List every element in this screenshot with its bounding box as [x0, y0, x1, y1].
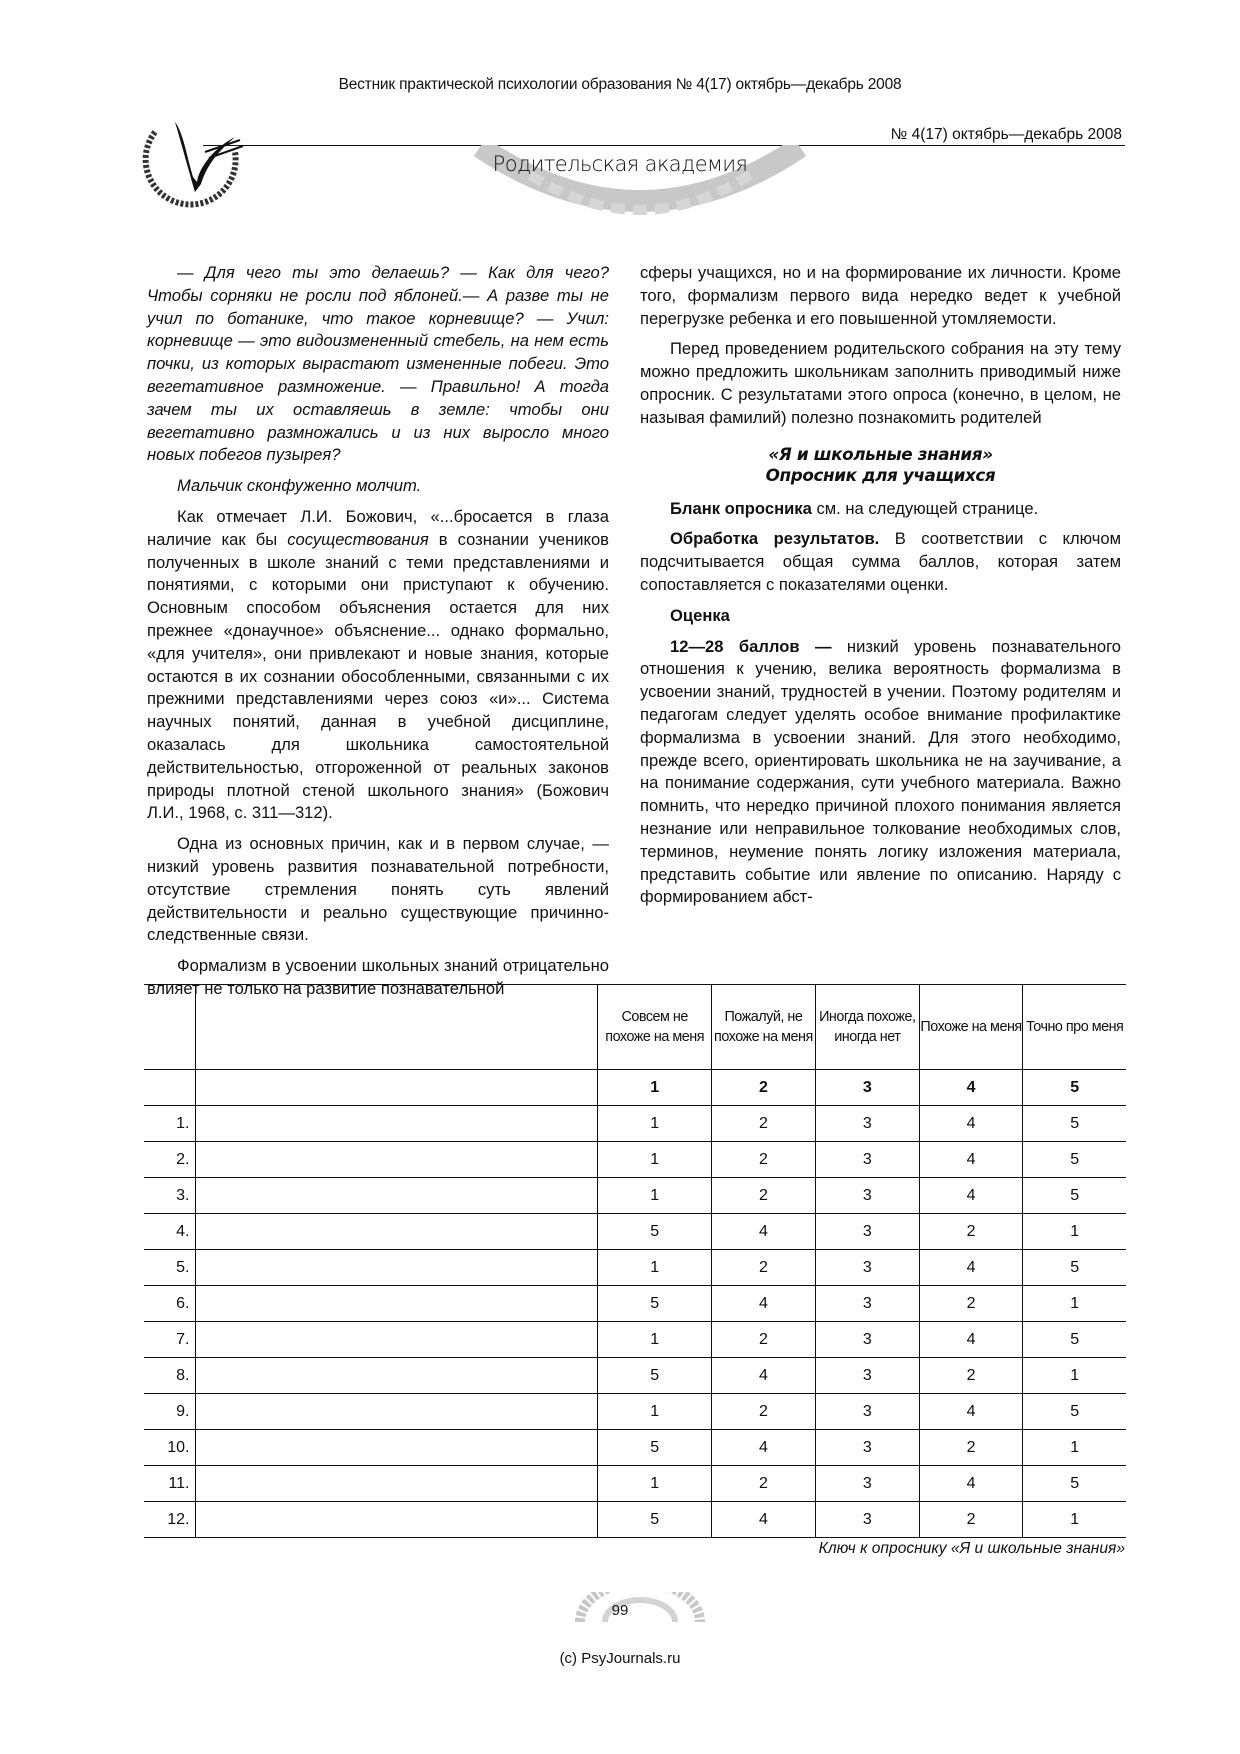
statement-cell: [196, 1394, 598, 1430]
score-cell: 5: [1023, 1250, 1126, 1286]
table-header-row: [144, 985, 1126, 1070]
score-cell: 1: [1023, 1430, 1126, 1466]
score-cell: 3: [815, 1178, 919, 1214]
column-header: Точно про меня: [1023, 985, 1126, 1070]
score-cell: 5: [1023, 1394, 1126, 1430]
questionnaire-subtitle: Опросник для учащихся: [765, 464, 996, 485]
score-cell: 3: [815, 1214, 919, 1250]
item-number: 1.: [144, 1106, 196, 1142]
questionnaire-title: «Я и школьные знания» Опросник для учащихся: [640, 444, 1121, 486]
score-cell: 4: [711, 1286, 815, 1322]
emphasis: сосуществования: [287, 529, 429, 549]
table-row: [144, 1142, 1126, 1178]
column-header: Пожалуй, не похоже на меня: [711, 985, 815, 1070]
score-cell: 2: [919, 1430, 1023, 1466]
paragraph: Перед проведением родительского собрания на эту тему можно предложить школьникам заполнить приводимый ниже опросник. С результатами этого опроса (конечно, в целом, не называя фамилий) полезно познакомить родителей: [640, 339, 1121, 427]
score-cell: 2: [711, 1106, 815, 1142]
score-cell: 4: [919, 1466, 1023, 1502]
score-cell: 5: [598, 1502, 712, 1538]
right-column: [640, 262, 1121, 917]
header-cell-empty: [196, 985, 598, 1070]
score-cell: 4: [711, 1430, 815, 1466]
dialogue-paragraph: — Для чего ты это делаешь? — Как для чего? Чтобы сорняки не росли под яблоней.— А разве ты не учил по ботанике, что такое корневище? — Учил: корневище — это видоизмененный стебель, на нем есть почки, из которых вырастают измененные побеги. Это вегетативное размножение. — Правильно! А тогда зачем ты их оставляешь в земле: чтобы они вегетативно размножались и из них выросло много новых побегов пузырея?: [147, 263, 609, 465]
item-number: 10.: [144, 1430, 196, 1466]
table-row: [144, 1214, 1126, 1250]
blank-paragraph: Бланк опросника см. на следующей странице.: [670, 498, 1039, 518]
statement-cell: [196, 1142, 598, 1178]
score-cell: 5: [1023, 1178, 1126, 1214]
score-cell: 3: [815, 1430, 919, 1466]
score-cell: 1: [1023, 1214, 1126, 1250]
column-header: Совсем не похоже на меня: [598, 985, 712, 1070]
statement-cell: [196, 1466, 598, 1502]
item-number: 8.: [144, 1358, 196, 1394]
score-cell: 2: [711, 1466, 815, 1502]
item-number: 2.: [144, 1142, 196, 1178]
score-cell: 5: [598, 1286, 712, 1322]
table-row: [144, 1286, 1126, 1322]
score-cell: 5: [1023, 1466, 1126, 1502]
scale-cell-empty: [196, 1070, 598, 1106]
item-number: 3.: [144, 1178, 196, 1214]
score-cell: 4: [919, 1178, 1023, 1214]
issue-label: № 4(17) октябрь—декабрь 2008: [890, 126, 1122, 143]
score-cell: 1: [598, 1322, 712, 1358]
score-cell: 1: [598, 1250, 712, 1286]
page-number: 99: [611, 1602, 629, 1619]
item-number: 6.: [144, 1286, 196, 1322]
table-row: [144, 1106, 1126, 1142]
score-cell: 2: [711, 1322, 815, 1358]
scale-row: [144, 1070, 1126, 1106]
score-cell: 3: [815, 1286, 919, 1322]
score-cell: 4: [711, 1358, 815, 1394]
table-row: [144, 1394, 1126, 1430]
score-cell: 4: [919, 1142, 1023, 1178]
table-row: [144, 1430, 1126, 1466]
statement-cell: [196, 1250, 598, 1286]
score-cell: 4: [711, 1214, 815, 1250]
score-cell: 1: [598, 1106, 712, 1142]
score-cell: 5: [1023, 1322, 1126, 1358]
score-cell: 1: [1023, 1358, 1126, 1394]
score-cell: 5: [598, 1358, 712, 1394]
copyright: (c) PsyJournals.ru: [559, 1650, 681, 1667]
score-cell: 4: [711, 1502, 815, 1538]
score-cell: 1: [1023, 1286, 1126, 1322]
score-cell: 2: [711, 1142, 815, 1178]
score-cell: 5: [1023, 1106, 1126, 1142]
table-row: [144, 1250, 1126, 1286]
table-row: [144, 1358, 1126, 1394]
table-row: [144, 1502, 1126, 1538]
processing-paragraph: Обработка результатов. В соответствии с ключом подсчитывается общая сумма баллов, которая затем сопоставляется с показателями оценки.: [640, 529, 1122, 594]
scale-value: 1: [598, 1070, 712, 1106]
score-cell: 4: [919, 1394, 1023, 1430]
score-cell: 3: [815, 1106, 919, 1142]
assessment-heading: Оценка: [670, 605, 730, 625]
score-cell: 2: [919, 1358, 1023, 1394]
scale-cell-empty: [144, 1070, 196, 1106]
score-cell: 3: [815, 1322, 919, 1358]
item-number: 9.: [144, 1394, 196, 1430]
paragraph: Мальчик сконфуженно молчит.: [177, 476, 422, 496]
score-cell: 3: [815, 1250, 919, 1286]
score-cell: 3: [815, 1502, 919, 1538]
table-row: [144, 1466, 1126, 1502]
item-number: 5.: [144, 1250, 196, 1286]
score-cell: 2: [711, 1178, 815, 1214]
statement-cell: [196, 1502, 598, 1538]
score-cell: 3: [815, 1358, 919, 1394]
statement-cell: [196, 1106, 598, 1142]
score-cell: 1: [598, 1394, 712, 1430]
score-cell: 3: [815, 1466, 919, 1502]
item-number: 4.: [144, 1214, 196, 1250]
score-cell: 4: [919, 1322, 1023, 1358]
scale-value: 4: [919, 1070, 1023, 1106]
score-cell: 3: [815, 1142, 919, 1178]
score-cell: 4: [919, 1250, 1023, 1286]
score-cell: 5: [598, 1430, 712, 1466]
score-cell: 2: [711, 1250, 815, 1286]
score-cell: 1: [1023, 1502, 1126, 1538]
item-number: 7.: [144, 1322, 196, 1358]
quote-paragraph: Как отмечает Л.И. Божович, «...бросается в глаза наличие как бы сосуществования в сознании учеников полученных в школе знаний с теми представлениями и понятиями, с которыми они приступают к обучению. Основным способом объяснения остается для них прежнее «донаучное» объяснение... однако формально, «для учителя», они привлекают и новые знания, которые остаются в их сознании обособленными, связанными с их прежними представлениями через союз «и»... Система научных понятий, данная в учебной дисциплине, оказалась для школьника самостоятельной действительностью, отгороженной от реальных законов природы плотной стеной школьного знания» (Божович Л.И., 1968, с. 311—312).: [147, 506, 609, 823]
score-cell: 1: [598, 1466, 712, 1502]
scale-value: 2: [711, 1070, 815, 1106]
score-cell: 3: [815, 1394, 919, 1430]
table-row: [144, 1322, 1126, 1358]
scale-value: 3: [815, 1070, 919, 1106]
section-title: Родительская академия: [492, 152, 748, 176]
item-number: 12.: [144, 1502, 196, 1538]
score-cell: 2: [919, 1214, 1023, 1250]
score-cell: 2: [919, 1502, 1023, 1538]
running-head: Вестник практической психологии образования № 4(17) октябрь—декабрь 2008: [338, 76, 902, 93]
score-cell: 2: [711, 1394, 815, 1430]
left-column: [147, 262, 609, 1009]
statement-cell: [196, 1214, 598, 1250]
scale-value: 5: [1023, 1070, 1126, 1106]
key-table: [144, 984, 1126, 1538]
statement-cell: [196, 1178, 598, 1214]
assessment-paragraph: 12—28 баллов — низкий уровень познавательного отношения к учению, велика вероятность формализма в усвоении знаний, трудностей в учении. Поэтому родителям и педагогам следует уделять особое внимание профилактике формализма в усвоении знаний. Для этого необходимо, прежде всего, ориентировать школьника не на заучивание, а на понимание содержания, сути учебного материала. Важно помнить, что нередко причиной плохого понимания является незнание или неправильное толкование необходимых слов, терминов, неумение понять логику изложения материала, представить событие или явление по описанию. Наряду с формированием абст-: [640, 636, 1121, 907]
column-header: Иногда похоже, иногда нет: [815, 985, 919, 1070]
score-cell: 1: [598, 1178, 712, 1214]
paragraph: сферы учащихся, но и на формирование их личности. Кроме того, формализм первого вида нередко ведет к учебной перегрузке ребенка и его повышенной утомляемости.: [640, 263, 1121, 328]
score-cell: 5: [1023, 1142, 1126, 1178]
table-row: [144, 1178, 1126, 1214]
score-cell: 1: [598, 1142, 712, 1178]
paragraph: Одна из основных причин, как и в первом случае, — низкий уровень развития познавательной потребности, отсутствие стремления понять суть явлений действительности и реально существующие причинно-следственные связи.: [147, 834, 609, 945]
statement-cell: [196, 1286, 598, 1322]
table-caption: Ключ к опроснику «Я и школьные знания»: [818, 1540, 1125, 1557]
score-cell: 4: [919, 1106, 1023, 1142]
score-cell: 5: [598, 1214, 712, 1250]
statement-cell: [196, 1322, 598, 1358]
statement-cell: [196, 1430, 598, 1466]
score-cell: 2: [919, 1286, 1023, 1322]
column-header: Похоже на меня: [919, 985, 1023, 1070]
paragraph: Формализм в усвоении школьных знаний отрицательно влияет не только на развитие познавательной: [147, 956, 609, 998]
header-cell-empty: [144, 985, 196, 1070]
statement-cell: [196, 1358, 598, 1394]
item-number: 11.: [144, 1466, 196, 1502]
